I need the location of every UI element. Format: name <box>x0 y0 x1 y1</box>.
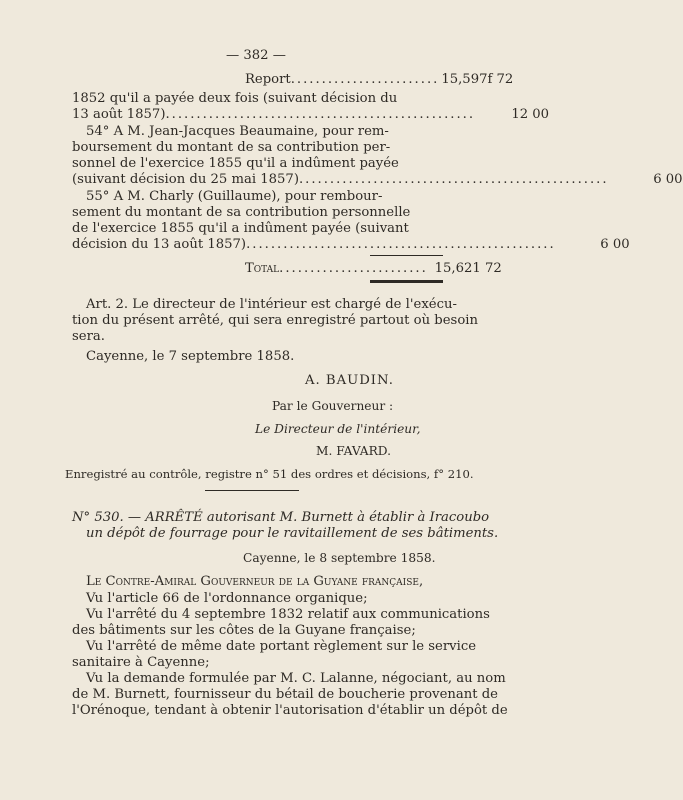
directeur-interieur: Le Directeur de l'intérieur, <box>255 422 421 436</box>
page-number: — 382 — <box>226 48 286 63</box>
item55-amount-line: décision du 13 août 1857) .................................................. 6 00 <box>72 237 630 252</box>
item54-line2: boursement du montant de sa contribution per- <box>72 140 391 155</box>
contre-amiral-line: Le Contre-Amiral Gouverneur de la Guyane française, <box>86 574 424 589</box>
item54-line1: 54° A M. Jean-Jacques Beaumaine, pour rem- <box>86 124 389 139</box>
signature-favard: M. FAVARD. <box>316 444 391 458</box>
report-label: Report <box>245 72 291 87</box>
amount-line: 13 août 1857) .................................................. 12 00 <box>72 107 550 122</box>
art2-line2: tion du présent arrêté, qui sera enregistré partout où besoin <box>72 313 478 328</box>
report-amount: 15,597f 72 <box>441 72 514 87</box>
double-rule <box>370 280 443 283</box>
total-label: Total <box>245 261 280 276</box>
amount: 6 00 <box>600 237 630 252</box>
item54-amount-line: (suivant décision du 25 mai 1857) .................................................. 6 00 <box>72 172 683 187</box>
amount: 6 00 <box>653 172 683 187</box>
vu-line: l'Orénoque, tendant à obtenir l'autorisation d'établir un dépôt de <box>72 703 508 718</box>
date-line: Cayenne, le 8 septembre 1858. <box>243 551 436 565</box>
vu-line: sanitaire à Cayenne; <box>72 655 210 670</box>
item55-line1: 55° A M. Charly (Guillaume), pour rembour- <box>86 189 383 204</box>
item54-line3: sonnel de l'exercice 1855 qu'il a indûment payée <box>72 156 399 171</box>
item55-line2: sement du montant de sa contribution personnelle <box>72 205 411 220</box>
arrete-title-line1: N° 530. — ARRÊTÉ autorisant M. Burnett à établir à Iracoubo <box>72 510 490 525</box>
total-line: Total ........................ 15,621 72 <box>245 261 502 276</box>
vu-line: Vu l'arrêté de même date portant règlement sur le service <box>86 639 477 654</box>
item55-line3: de l'exercice 1855 qu'il a indûment payée (suivant <box>72 221 409 236</box>
par-le-gouverneur: Par le Gouverneur : <box>272 399 394 413</box>
vu-line: Vu la demande formulée par M. C. Lalanne, négociant, au nom <box>86 671 506 686</box>
date-line: Cayenne, le 7 septembre 1858. <box>86 349 295 364</box>
art2-line3: sera. <box>72 329 105 344</box>
amount: 12 00 <box>511 107 550 122</box>
enregistre-line: Enregistré au contrôle, registre n° 51 des ordres et décisions, f° 210. <box>65 467 474 481</box>
art2-line1: Art. 2. Le directeur de l'intérieur est chargé de l'exécu- <box>86 297 457 312</box>
signature-baudin: A. BAUDIN. <box>305 373 394 388</box>
arrete-title-line2: un dépôt de fourrage pour le ravitaillement de ses bâtiments. <box>86 526 499 541</box>
vu-line: de M. Burnett, fournisseur du bétail de boucherie provenant de <box>72 687 498 702</box>
report-line: Report ........................ 15,597f 72 <box>245 72 514 87</box>
vu-line: des bâtiments sur les côtes de la Guyane française; <box>72 623 416 638</box>
text-line: 1852 qu'il a payée deux fois (suivant décision du <box>72 91 398 106</box>
vu-line: Vu l'article 66 de l'ordonnance organique; <box>86 591 368 606</box>
vu-line: Vu l'arrêté du 4 septembre 1832 relatif aux communications <box>86 607 490 622</box>
total-amount: 15,621 72 <box>434 261 502 276</box>
divider <box>370 255 443 256</box>
section-divider <box>205 490 299 491</box>
